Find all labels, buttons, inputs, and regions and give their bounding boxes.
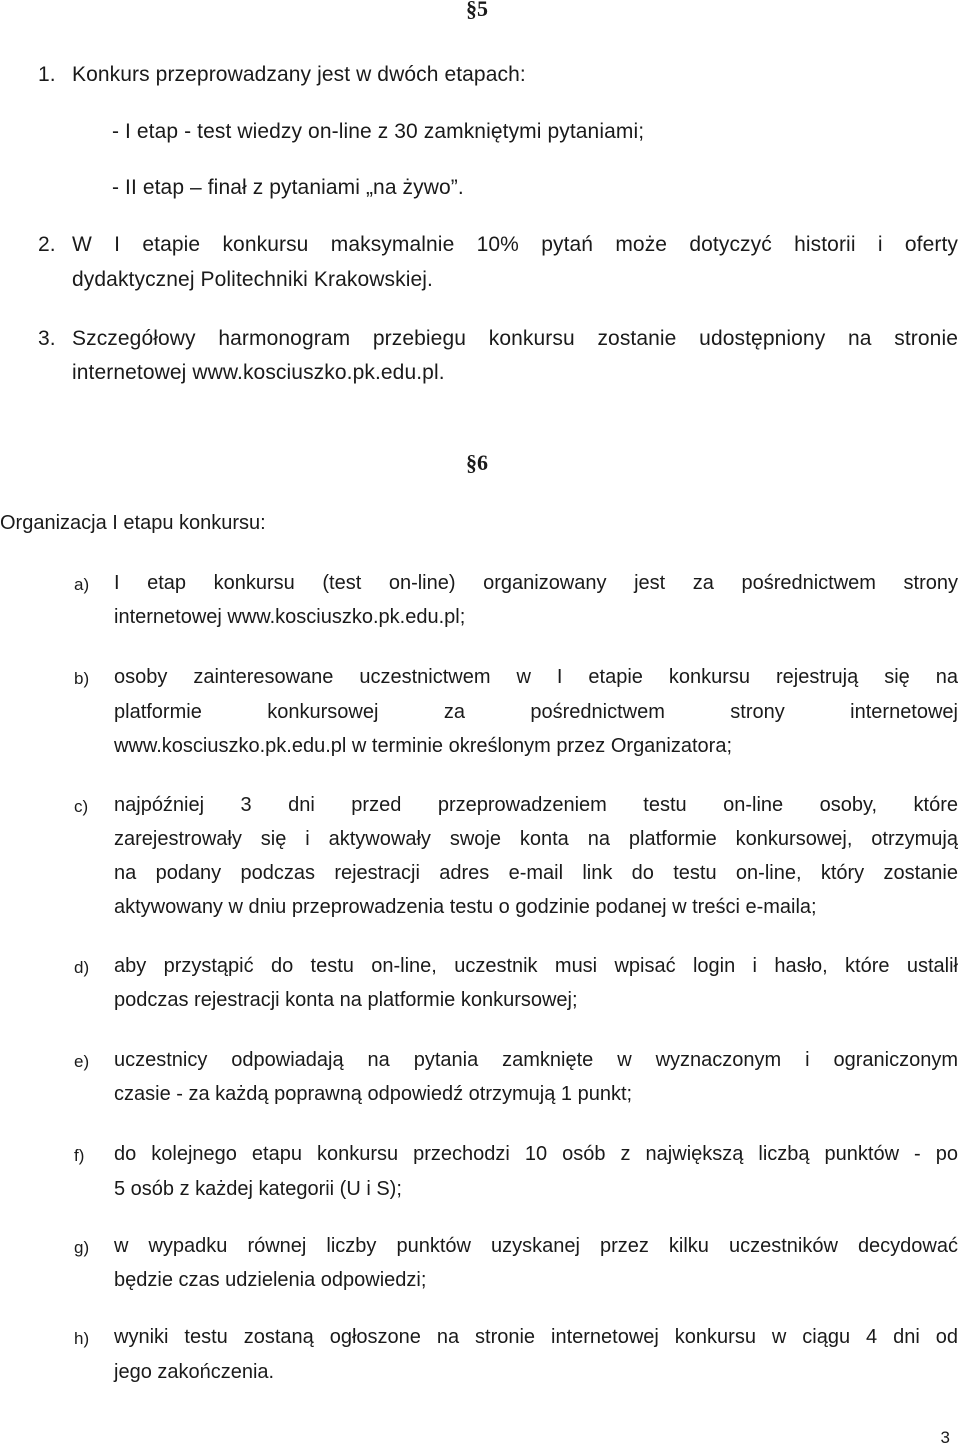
item-2-line-1: W I etapie konkursu maksymalnie 10% pytań może dotyczyć historii i oferty bbox=[72, 233, 958, 256]
item-b-line-3: www.kosciuszko.pk.edu.pl w terminie określonym przez Organizatora; bbox=[114, 735, 733, 757]
stage-2-line: - II etap – finał z pytaniami „na żywo”. bbox=[112, 176, 464, 199]
item-a-line-1: I etap konkursu (test on-line) organizowany jest za pośrednictwem strony bbox=[114, 572, 958, 594]
item-3-line-1: Szczegółowy harmonogram przebiegu konkursu zostanie udostępniony na stronie bbox=[72, 327, 958, 350]
item-e-line-2: czasie - za każdą poprawną odpowiedź otrzymują 1 punkt; bbox=[114, 1083, 633, 1105]
item-e-line-1: uczestnicy odpowiadają na pytania zamknięte w wyznaczonym i ograniczonym bbox=[114, 1049, 958, 1071]
item-a-line-2: internetowej www.kosciuszko.pk.edu.pl; bbox=[114, 606, 466, 628]
item-h-line-2: jego zakończenia. bbox=[114, 1361, 275, 1383]
item-b-label: b) bbox=[74, 669, 90, 688]
item-a-label: a) bbox=[74, 575, 90, 594]
item-d-line-1: aby przystąpić do testu on-line, uczestnik musi wpisać login i hasło, które ustalił bbox=[114, 955, 958, 977]
item-b-line-1: osoby zainteresowane uczestnictwem w I etapie konkursu rejestrują się na bbox=[114, 666, 958, 688]
item-g-line-2: będzie czas udzielenia odpowiedzi; bbox=[114, 1269, 427, 1291]
item-d-line-2: podczas rejestracji konta na platformie konkursowej; bbox=[114, 989, 578, 1011]
item-2-number: 2. bbox=[38, 233, 56, 256]
item-3-line-2: internetowej www.kosciuszko.pk.edu.pl. bbox=[72, 361, 445, 384]
item-1-number: 1. bbox=[38, 63, 56, 86]
item-c-line-1: najpóźniej 3 dni przed przeprowadzeniem testu on-line osoby, które bbox=[114, 794, 958, 816]
stage-1-line: - I etap - test wiedzy on-line z 30 zamkniętymi pytaniami; bbox=[112, 120, 645, 143]
item-b-line-2: platformie konkursowej za pośrednictwem strony internetowej bbox=[114, 701, 958, 723]
section-6-heading: §6 bbox=[466, 450, 488, 475]
item-c-line-2: zarejestrowały się i aktywowały swoje konta na platformie konkursowej, otrzymują bbox=[114, 828, 958, 850]
item-f-line-1: do kolejnego etapu konkursu przechodzi 10 osób z największą liczbą punktów - po bbox=[114, 1143, 958, 1165]
item-1-text: Konkurs przeprowadzany jest w dwóch etapach: bbox=[72, 63, 526, 86]
item-3-number: 3. bbox=[38, 327, 56, 350]
page-number: 3 bbox=[940, 1428, 950, 1447]
item-g-line-1: w wypadku równej liczby punktów uzyskanej przez kilku uczestników decydować bbox=[114, 1235, 958, 1257]
item-e-label: e) bbox=[74, 1052, 90, 1071]
item-h-line-1: wyniki testu zostaną ogłoszone na stronie internetowej konkursu w ciągu 4 dni od bbox=[114, 1326, 958, 1348]
item-c-label: c) bbox=[74, 797, 89, 816]
section-5-heading: §5 bbox=[466, 0, 488, 21]
item-f-label: f) bbox=[74, 1146, 85, 1165]
item-d-label: d) bbox=[74, 958, 90, 977]
section-6-intro: Organizacja I etapu konkursu: bbox=[0, 512, 266, 534]
item-c-line-3: na podany podczas rejestracji adres e-mail link do testu on-line, który zostanie bbox=[114, 862, 958, 884]
item-2-line-2: dydaktycznej Politechniki Krakowskiej. bbox=[72, 268, 433, 291]
item-c-line-4: aktywowany w dniu przeprowadzenia testu o godzinie podanej w treści e-maila; bbox=[114, 896, 817, 918]
item-f-line-2: 5 osób z każdej kategorii (U i S); bbox=[114, 1178, 402, 1200]
item-h-label: h) bbox=[74, 1329, 90, 1348]
item-g-label: g) bbox=[74, 1238, 90, 1257]
